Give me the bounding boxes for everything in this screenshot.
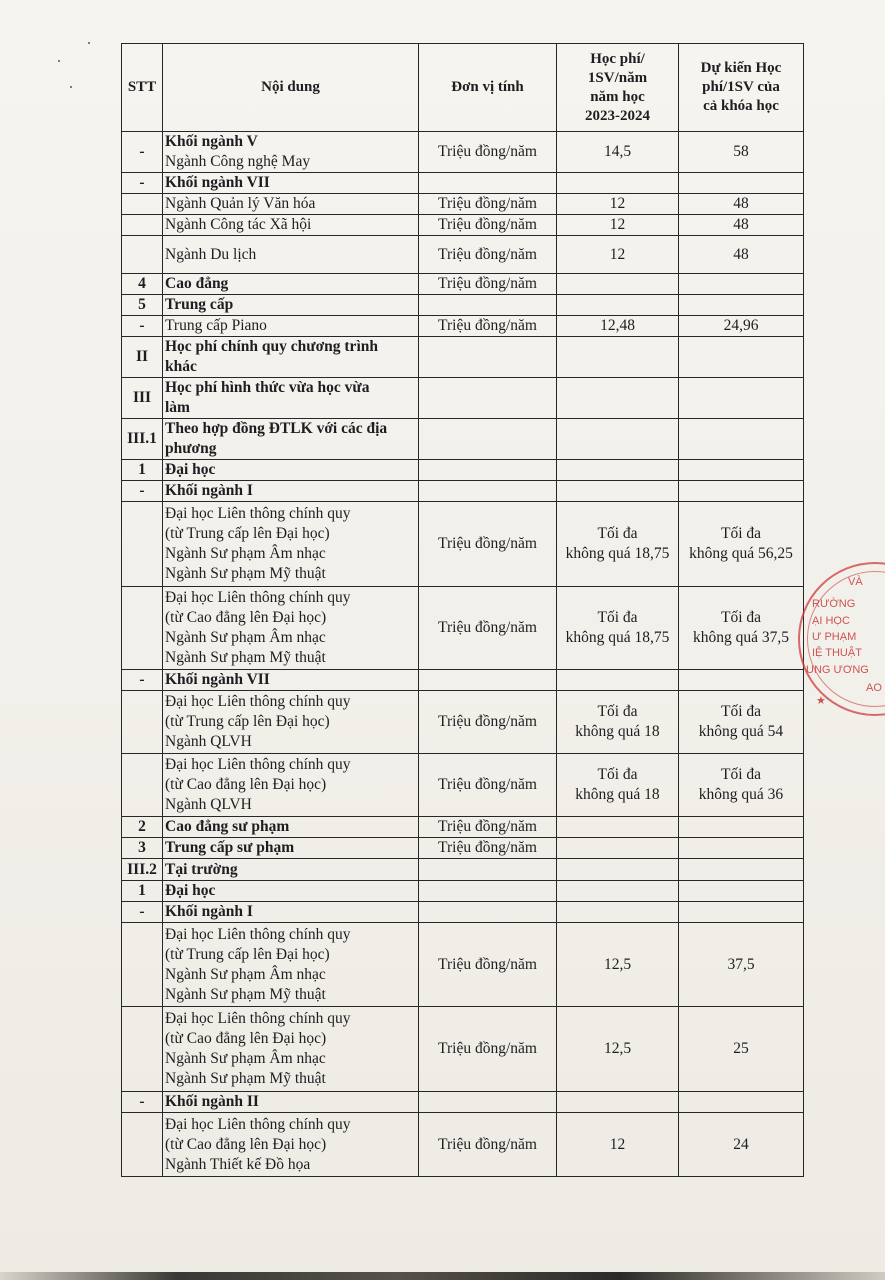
cell-unit: Triệu đồng/năm — [419, 194, 557, 215]
seal-text: AO — [866, 682, 882, 694]
fee-line: 12 — [609, 216, 626, 233]
cell-annual-fee — [557, 670, 679, 691]
cell-unit: Triệu đồng/năm — [419, 691, 557, 754]
cell-stt: 4 — [122, 274, 163, 295]
content-line: Đại học Liên thông chính quy — [165, 589, 351, 606]
cell-course-total — [679, 817, 804, 838]
cell-stt: - — [122, 316, 163, 337]
cell-unit: Triệu đồng/năm — [419, 1007, 557, 1092]
content-line: Khối ngành VII — [165, 671, 270, 688]
cell-stt: 5 — [122, 295, 163, 316]
seal-text: ẠI HỌC — [812, 615, 850, 627]
content-line: Khối ngành I — [165, 903, 253, 920]
cell-unit: Triệu đồng/năm — [419, 1113, 557, 1177]
cell-annual-fee — [557, 691, 679, 754]
cell-course-total — [679, 460, 804, 481]
content-line: (từ Trung cấp lên Đại học) — [165, 525, 330, 542]
cell-stt — [122, 923, 163, 1007]
fee-line: Tối đa — [597, 766, 638, 783]
cell-stt: III.1 — [122, 419, 163, 460]
cell-stt — [122, 754, 163, 817]
cell-content — [163, 902, 419, 923]
cell-content — [163, 1113, 419, 1177]
cell-course-total — [679, 902, 804, 923]
content-line: Ngành Sư phạm Mỹ thuật — [165, 1070, 326, 1087]
cell-stt — [122, 215, 163, 236]
cell-unit: Triệu đồng/năm — [419, 274, 557, 295]
cell-unit — [419, 902, 557, 923]
content-line: Ngành Du lịch — [165, 245, 257, 263]
header-stt: STT — [122, 44, 163, 132]
content-line: khác — [165, 358, 197, 375]
table-header-row — [122, 44, 804, 132]
cell-content — [163, 881, 419, 902]
seal-star-icon: ★ — [816, 695, 826, 707]
dust-speck — [88, 42, 90, 44]
fee-line: 12,5 — [603, 1040, 632, 1057]
content-line: Ngành Sư phạm Âm nhạc — [165, 1050, 326, 1067]
header-hoc-phi-line: Học phí/ — [590, 50, 645, 67]
content-line: Ngành Sư phạm Mỹ thuật — [165, 649, 326, 666]
cell-content — [163, 838, 419, 859]
cell-unit — [419, 1092, 557, 1113]
cell-annual-fee — [557, 274, 679, 295]
cell-unit — [419, 670, 557, 691]
cell-content — [163, 295, 419, 316]
table-row — [122, 881, 804, 902]
header-hoc-phi-line: năm học — [590, 88, 645, 105]
content-line: Ngành Thiết kế Đồ họa — [165, 1155, 311, 1173]
cell-annual-fee — [557, 1092, 679, 1113]
cell-unit — [419, 337, 557, 378]
content-line: Khối ngành VII — [165, 174, 270, 191]
content-line: (từ Trung cấp lên Đại học) — [165, 713, 330, 730]
cell-content — [163, 754, 419, 817]
cell-annual-fee — [557, 881, 679, 902]
cell-stt: 1 — [122, 460, 163, 481]
cell-unit — [419, 295, 557, 316]
total-line: 25 — [733, 1040, 749, 1057]
cell-stt — [122, 1113, 163, 1177]
cell-annual-fee — [557, 419, 679, 460]
cell-annual-fee — [557, 236, 679, 274]
cell-course-total — [679, 881, 804, 902]
cell-unit — [419, 881, 557, 902]
content-line: Đại học Liên thông chính quy — [165, 1115, 351, 1133]
header-hoc-phi — [557, 44, 679, 132]
cell-unit — [419, 173, 557, 194]
header-noi-dung: Nội dung — [163, 44, 419, 132]
cell-annual-fee — [557, 902, 679, 923]
cell-course-total — [679, 316, 804, 337]
content-line: Cao đẳng — [165, 275, 229, 292]
cell-content — [163, 481, 419, 502]
table-row — [122, 1007, 804, 1092]
cell-course-total — [679, 132, 804, 173]
cell-unit: Triệu đồng/năm — [419, 316, 557, 337]
dust-speck — [58, 60, 60, 62]
cell-content — [163, 923, 419, 1007]
fee-line: 12 — [609, 1135, 626, 1153]
fee-line: 12,48 — [600, 317, 635, 334]
cell-annual-fee — [557, 316, 679, 337]
total-line: 48 — [733, 216, 749, 233]
cell-content — [163, 236, 419, 274]
fee-line: Tối đa — [597, 525, 638, 542]
table-row — [122, 132, 804, 173]
content-line: Đại học Liên thông chính quy — [165, 756, 351, 773]
header-du-kien-line: Dự kiến Học — [700, 60, 782, 76]
cell-content — [163, 274, 419, 295]
cell-content — [163, 1092, 419, 1113]
table-row — [122, 817, 804, 838]
cell-annual-fee — [557, 754, 679, 817]
content-line: Ngành Sư phạm Âm nhạc — [165, 629, 326, 646]
header-du-kien — [679, 44, 804, 132]
cell-content — [163, 1007, 419, 1092]
cell-content — [163, 337, 419, 378]
total-line: không quá 56,25 — [689, 545, 793, 562]
content-line: Khối ngành I — [165, 482, 253, 499]
cell-unit: Triệu đồng/năm — [419, 754, 557, 817]
content-line: Ngành QLVH — [165, 796, 252, 813]
table-row — [122, 754, 804, 817]
total-line: không quá 36 — [698, 786, 784, 803]
content-line: Ngành Quản lý Văn hóa — [165, 195, 316, 212]
cell-content — [163, 132, 419, 173]
cell-stt: 1 — [122, 881, 163, 902]
cell-unit: Triệu đồng/năm — [419, 236, 557, 274]
header-du-kien-line: phí/1SV của — [702, 79, 780, 95]
table-row — [122, 670, 804, 691]
content-line: làm — [165, 399, 190, 416]
content-line: Ngành QLVH — [165, 733, 252, 750]
cell-course-total — [679, 173, 804, 194]
total-line: 48 — [733, 245, 749, 263]
cell-content — [163, 419, 419, 460]
dust-speck — [70, 86, 72, 88]
content-line: Học phí hình thức vừa học vừa — [165, 379, 370, 396]
cell-course-total — [679, 670, 804, 691]
cell-content — [163, 691, 419, 754]
content-line: Đại học — [165, 882, 216, 899]
seal-text: RƯỜNG — [812, 598, 856, 610]
content-line: Đại học Liên thông chính quy — [165, 505, 351, 522]
total-line: 24,96 — [723, 317, 759, 334]
cell-annual-fee — [557, 923, 679, 1007]
content-line: (từ Cao đẳng lên Đại học) — [165, 1135, 327, 1153]
table-row — [122, 859, 804, 881]
scan-edge-strip — [0, 1272, 885, 1280]
cell-content — [163, 173, 419, 194]
content-line: phương — [165, 440, 217, 457]
cell-content — [163, 817, 419, 838]
content-line: Ngành Sư phạm Mỹ thuật — [165, 985, 326, 1003]
table-row — [122, 274, 804, 295]
header-du-kien-line: cả khóa học — [703, 98, 779, 114]
fee-line: Tối đa — [597, 609, 638, 626]
table-row — [122, 236, 804, 274]
total-line: 24 — [733, 1135, 749, 1153]
cell-stt: - — [122, 1092, 163, 1113]
cell-stt — [122, 236, 163, 274]
cell-stt: III — [122, 378, 163, 419]
table-row — [122, 1113, 804, 1177]
tuition-fee-table — [121, 43, 804, 1177]
cell-content — [163, 859, 419, 881]
fee-line: không quá 18,75 — [565, 629, 670, 646]
cell-content — [163, 316, 419, 337]
cell-course-total — [679, 236, 804, 274]
cell-stt: - — [122, 902, 163, 923]
cell-course-total — [679, 378, 804, 419]
content-line: Đại học Liên thông chính quy — [165, 1010, 351, 1027]
red-seal-stamp — [798, 562, 885, 716]
cell-content — [163, 215, 419, 236]
cell-annual-fee — [557, 859, 679, 881]
fee-line: không quá 18,75 — [565, 545, 670, 562]
cell-course-total — [679, 923, 804, 1007]
content-line: (từ Trung cấp lên Đại học) — [165, 945, 330, 963]
content-line: Khối ngành II — [165, 1093, 259, 1110]
table-row — [122, 838, 804, 859]
cell-annual-fee — [557, 215, 679, 236]
cell-course-total — [679, 859, 804, 881]
content-line: (từ Cao đẳng lên Đại học) — [165, 1030, 327, 1047]
fee-line: 12,5 — [603, 955, 632, 973]
cell-content — [163, 502, 419, 587]
total-line: không quá 54 — [698, 723, 784, 740]
content-line: Trung cấp — [165, 296, 234, 313]
cell-annual-fee — [557, 194, 679, 215]
cell-course-total — [679, 194, 804, 215]
total-line: Tối đa — [720, 766, 762, 783]
cell-unit — [419, 460, 557, 481]
cell-course-total — [679, 337, 804, 378]
cell-annual-fee — [557, 587, 679, 670]
content-line: Ngành Sư phạm Âm nhạc — [165, 545, 326, 562]
table-row — [122, 378, 804, 419]
seal-text: UNG ƯƠNG — [806, 664, 869, 676]
table-row — [122, 587, 804, 670]
content-line: Đại học Liên thông chính quy — [165, 693, 351, 710]
cell-annual-fee — [557, 337, 679, 378]
table-row — [122, 295, 804, 316]
cell-course-total — [679, 587, 804, 670]
fee-line: 12 — [609, 195, 626, 212]
cell-course-total — [679, 691, 804, 754]
content-line: (từ Cao đẳng lên Đại học) — [165, 609, 327, 626]
table-row — [122, 1092, 804, 1113]
cell-stt: - — [122, 481, 163, 502]
cell-stt: 3 — [122, 838, 163, 859]
cell-content — [163, 378, 419, 419]
fee-line: 12 — [609, 245, 626, 263]
fee-line: không quá 18 — [575, 786, 660, 803]
cell-stt: III.2 — [122, 859, 163, 881]
cell-annual-fee — [557, 1113, 679, 1177]
cell-stt: II — [122, 337, 163, 378]
cell-unit: Triệu đồng/năm — [419, 215, 557, 236]
content-line: Ngành Công nghệ May — [165, 153, 311, 170]
cell-course-total — [679, 1113, 804, 1177]
cell-annual-fee — [557, 838, 679, 859]
content-line: Theo hợp đồng ĐTLK với các địa — [165, 420, 388, 437]
fee-line: Tối đa — [597, 703, 638, 720]
content-line: Trung cấp sư phạm — [165, 839, 295, 856]
table-row — [122, 194, 804, 215]
content-line: Học phí chính quy chương trình — [165, 338, 378, 355]
cell-course-total — [679, 1092, 804, 1113]
header-hoc-phi-line: 1SV/năm — [587, 69, 648, 86]
cell-course-total — [679, 838, 804, 859]
cell-unit: Triệu đồng/năm — [419, 817, 557, 838]
table-row — [122, 923, 804, 1007]
cell-course-total — [679, 419, 804, 460]
content-line: Ngành Sư phạm Mỹ thuật — [165, 565, 326, 582]
cell-course-total — [679, 481, 804, 502]
table-row — [122, 902, 804, 923]
cell-unit: Triệu đồng/năm — [419, 923, 557, 1007]
content-line: Đại học — [165, 461, 216, 478]
table-row — [122, 173, 804, 194]
table-body — [122, 132, 804, 1177]
seal-text: Ư PHẠM — [812, 631, 857, 643]
cell-annual-fee — [557, 378, 679, 419]
cell-stt — [122, 502, 163, 587]
cell-content — [163, 587, 419, 670]
cell-stt — [122, 194, 163, 215]
cell-content — [163, 670, 419, 691]
cell-content — [163, 460, 419, 481]
content-line: Trung cấp Piano — [165, 317, 267, 334]
table-row — [122, 502, 804, 587]
cell-stt: - — [122, 670, 163, 691]
cell-course-total — [679, 295, 804, 316]
cell-stt: - — [122, 132, 163, 173]
total-line: 48 — [733, 195, 749, 212]
table-row — [122, 215, 804, 236]
cell-unit: Triệu đồng/năm — [419, 587, 557, 670]
cell-annual-fee — [557, 481, 679, 502]
table-row — [122, 337, 804, 378]
cell-course-total — [679, 1007, 804, 1092]
seal-text: VÀ — [848, 576, 863, 588]
cell-unit: Triệu đồng/năm — [419, 132, 557, 173]
cell-stt: - — [122, 173, 163, 194]
cell-annual-fee — [557, 173, 679, 194]
fee-line: không quá 18 — [575, 723, 660, 740]
cell-unit — [419, 481, 557, 502]
content-line: Đại học Liên thông chính quy — [165, 925, 351, 943]
cell-stt — [122, 691, 163, 754]
content-line: Tại trường — [165, 860, 238, 878]
cell-stt — [122, 1007, 163, 1092]
seal-text: IỆ THUẬT — [812, 647, 862, 659]
table-row — [122, 316, 804, 337]
cell-unit — [419, 859, 557, 881]
cell-content — [163, 194, 419, 215]
content-line: Ngành Công tác Xã hội — [165, 216, 312, 233]
table-row — [122, 691, 804, 754]
fee-line: 14,5 — [603, 143, 632, 160]
cell-annual-fee — [557, 132, 679, 173]
table-row — [122, 460, 804, 481]
cell-annual-fee — [557, 295, 679, 316]
cell-unit: Triệu đồng/năm — [419, 502, 557, 587]
cell-annual-fee — [557, 460, 679, 481]
cell-unit — [419, 419, 557, 460]
cell-annual-fee — [557, 502, 679, 587]
total-line: Tối đa — [720, 525, 762, 542]
total-line: 37,5 — [727, 955, 755, 973]
total-line: không quá 37,5 — [692, 629, 789, 646]
total-line: 58 — [733, 143, 749, 160]
content-line: Ngành Sư phạm Âm nhạc — [165, 965, 326, 983]
table-row — [122, 419, 804, 460]
cell-course-total — [679, 215, 804, 236]
cell-course-total — [679, 274, 804, 295]
cell-stt: 2 — [122, 817, 163, 838]
cell-annual-fee — [557, 1007, 679, 1092]
total-line: Tối đa — [720, 703, 762, 720]
total-line: Tối đa — [720, 609, 762, 626]
header-hoc-phi-line: 2023-2024 — [585, 107, 650, 124]
content-line: Cao đẳng sư phạm — [165, 818, 290, 835]
cell-stt — [122, 587, 163, 670]
cell-annual-fee — [557, 817, 679, 838]
cell-course-total — [679, 754, 804, 817]
content-line: (từ Cao đẳng lên Đại học) — [165, 776, 327, 793]
cell-unit — [419, 378, 557, 419]
header-don-vi: Đơn vị tính — [419, 44, 557, 132]
table-row — [122, 481, 804, 502]
content-line: Khối ngành V — [165, 133, 258, 150]
cell-unit: Triệu đồng/năm — [419, 838, 557, 859]
cell-course-total — [679, 502, 804, 587]
